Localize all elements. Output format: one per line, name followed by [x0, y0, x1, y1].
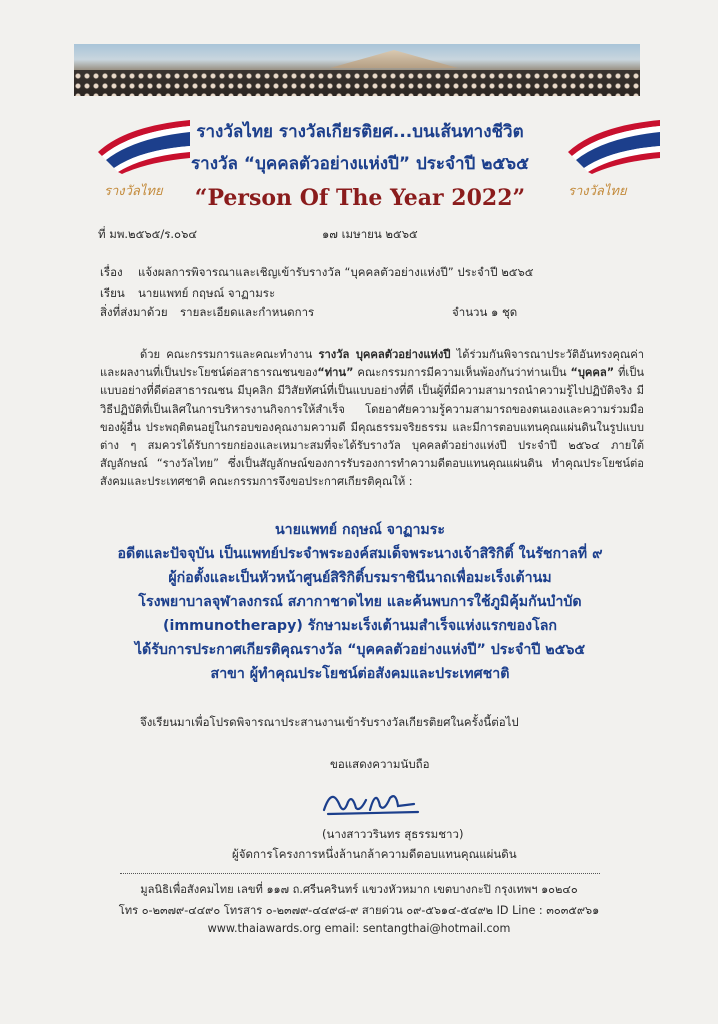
honoree-line: นายแพทย์ กฤษณ์ จาฏามระ: [274, 522, 446, 538]
building-roof-shape: [314, 50, 474, 68]
body-emphasis: “ท่าน”: [317, 366, 354, 380]
body-text: ที่เป็นแบบอย่างที่ดีต่อสาธารณชน มีบุคลิก มีวิสัยทัศน์ที่เป็นแบบอย่างที่ดี เป็นผู้ที่มีความสามารถนำความรู้ไปปฏิบัติจริง มีวิธีปฏิบัติที่เป็นเลิศในการบริหารงานกิจการให้สำเร็จ โดยอาศัยความรู้ความสามารถของตนเองและความร่วมมือของผู้อื่น ประพฤติตนอยู่ในกรอบของคุณงามความดี มีคุณธรรมจริยธรรม และมีการตอบแทนคุณแผ่นดินในรูปแบบต่าง ๆ สมควรได้รับการยกย่องและเหมาะสมที่จะได้รับรางวัล บุคคลตัวอย่างแห่งปี ประจำปี ๒๕๖๔ ภายใต้สัญลักษณ์ “รางวัลไทย” ซึ่งเป็นสัญลักษณ์ของการรับรองการทำความดีตอบแทนคุณแผ่นดิน ทำคุณประโยชน์ต่อสังคมและประเทศชาติ คณะกรรมการจึงขอประกาศเกียรติคุณให้ :: [100, 366, 644, 489]
subject-label: เรื่อง: [100, 265, 123, 279]
subject-text: แจ้งผลการพิจารณาและเชิญเข้ารับรางวัล “บุคคลตัวอย่างแห่งปี” ประจำปี ๒๕๖๕: [138, 265, 534, 279]
honoree-line: โรงพยาบาลจุฬาลงกรณ์ สภากาชาดไทย และค้นพบการใช้ภูมิคุ้มกันบำบัด: [138, 594, 582, 610]
header-title-line3: “Person Of The Year 2022”: [194, 185, 526, 211]
thai-flag-icon: [566, 116, 662, 174]
closing-salutation: ขอแสดงความนับถือ: [330, 757, 430, 771]
footer-web: www.thaiawards.org email: sentangthai@hotmail.com: [207, 922, 511, 935]
closing-request: จึงเรียนมาเพื่อโปรดพิจารณาประสานงานเข้ารับรางวัลเกียรติยศในครั้งนี้ต่อไป: [140, 715, 519, 729]
enclosure-text: รายละเอียดและกำหนดการ: [180, 305, 315, 319]
signature-image: [318, 782, 438, 822]
honoree-line: อดีตและปัจจุบัน เป็นแพทย์ประจำพระองค์สมเด็จพระนางเจ้าสิริกิติ์ ในรัชกาลที่ ๙: [117, 546, 603, 562]
body-text: คณะกรรมการมีความเห็นพ้องกันว่าท่านเป็น: [353, 366, 571, 380]
honoree-citation: [90, 518, 630, 686]
honoree-line: ผู้ก่อตั้งและเป็นหัวหน้าศูนย์สิริกิติ์บรมราชินีนาถเพื่อมะเร็งเต้านม: [168, 570, 552, 586]
signer-name: (นางสาววรินทร สุธรรมชาว): [322, 827, 464, 841]
header-title-line2: รางวัล “บุคคลตัวอย่างแห่งปี” ประจำปี ๒๕๖๕: [191, 154, 529, 174]
footer-phones: โทร ๐-๒๓๗๙-๔๔๙๐ โทรสาร ๐-๒๓๗๙-๔๔๙๘-๙ สายด่วน ๐๙-๕๖๑๔-๕๔๙๒ ID Line : ๓๐๓๕๙๖๑: [118, 904, 600, 917]
reference-number: ที่ มพ.๒๕๖๕/ร.๐๖๔: [98, 227, 198, 241]
honoree-line: สาขา ผู้ทำคุณประโยชน์ต่อสังคมและประเทศชาติ: [210, 666, 510, 682]
signer-title: ผู้จัดการโครงการหนึ่งล้านกล้าความดีตอบแทนคุณแผ่นดิน: [232, 847, 517, 861]
body-emphasis: รางวัล บุคคลตัวอย่างแห่งปี: [318, 348, 451, 361]
body-emphasis: “บุคคล”: [570, 366, 615, 380]
enclosure-count: จำนวน ๑ ชุด: [452, 305, 518, 319]
header-title-line1: รางวัลไทย รางวัลเกียรติยศ...บนเส้นทางชีวิต: [196, 122, 524, 142]
flag-script-logo: รางวัลไทย: [568, 184, 627, 199]
group-photo-banner: [74, 44, 640, 96]
honoree-line: ได้รับการประกาศเกียรติคุณรางวัล “บุคคลตัวอย่างแห่งปี” ประจำปี ๒๕๖๕: [134, 642, 586, 658]
honoree-line: (immunotherapy) รักษามะเร็งเต้านมสำเร็จแห่งแรกของโลก: [163, 618, 557, 634]
enclosure-label: สิ่งที่ส่งมาด้วย: [100, 305, 168, 319]
letter-date: ๑๗ เมษายน ๒๕๖๕: [322, 227, 418, 241]
crowd-shape: [74, 70, 640, 96]
footer-address: มูลนิธิเพื่อสังคมไทย เลขที่ ๑๑๗ ถ.ศรีนครินทร์ แขวงหัวหมาก เขตบางกะปิ กรุงเทพฯ ๑๐๒๔๐: [140, 883, 578, 896]
body-text: ด้วย คณะกรรมการและคณะทำงาน: [140, 348, 319, 361]
footer-divider: [120, 873, 600, 874]
flag-script-logo: รางวัลไทย: [104, 184, 163, 199]
recipient-label: เรียน: [100, 286, 125, 300]
body-text: ได้ร่วมกันพิจารณาประวัติอันทรงคุณค่าและผลงานที่เป็นประโยชน์ต่อสาธารณชนของ: [100, 348, 644, 380]
recipient-name: นายแพทย์ กฤษณ์ จาฏามระ: [138, 286, 276, 300]
letter-body: [100, 346, 644, 492]
